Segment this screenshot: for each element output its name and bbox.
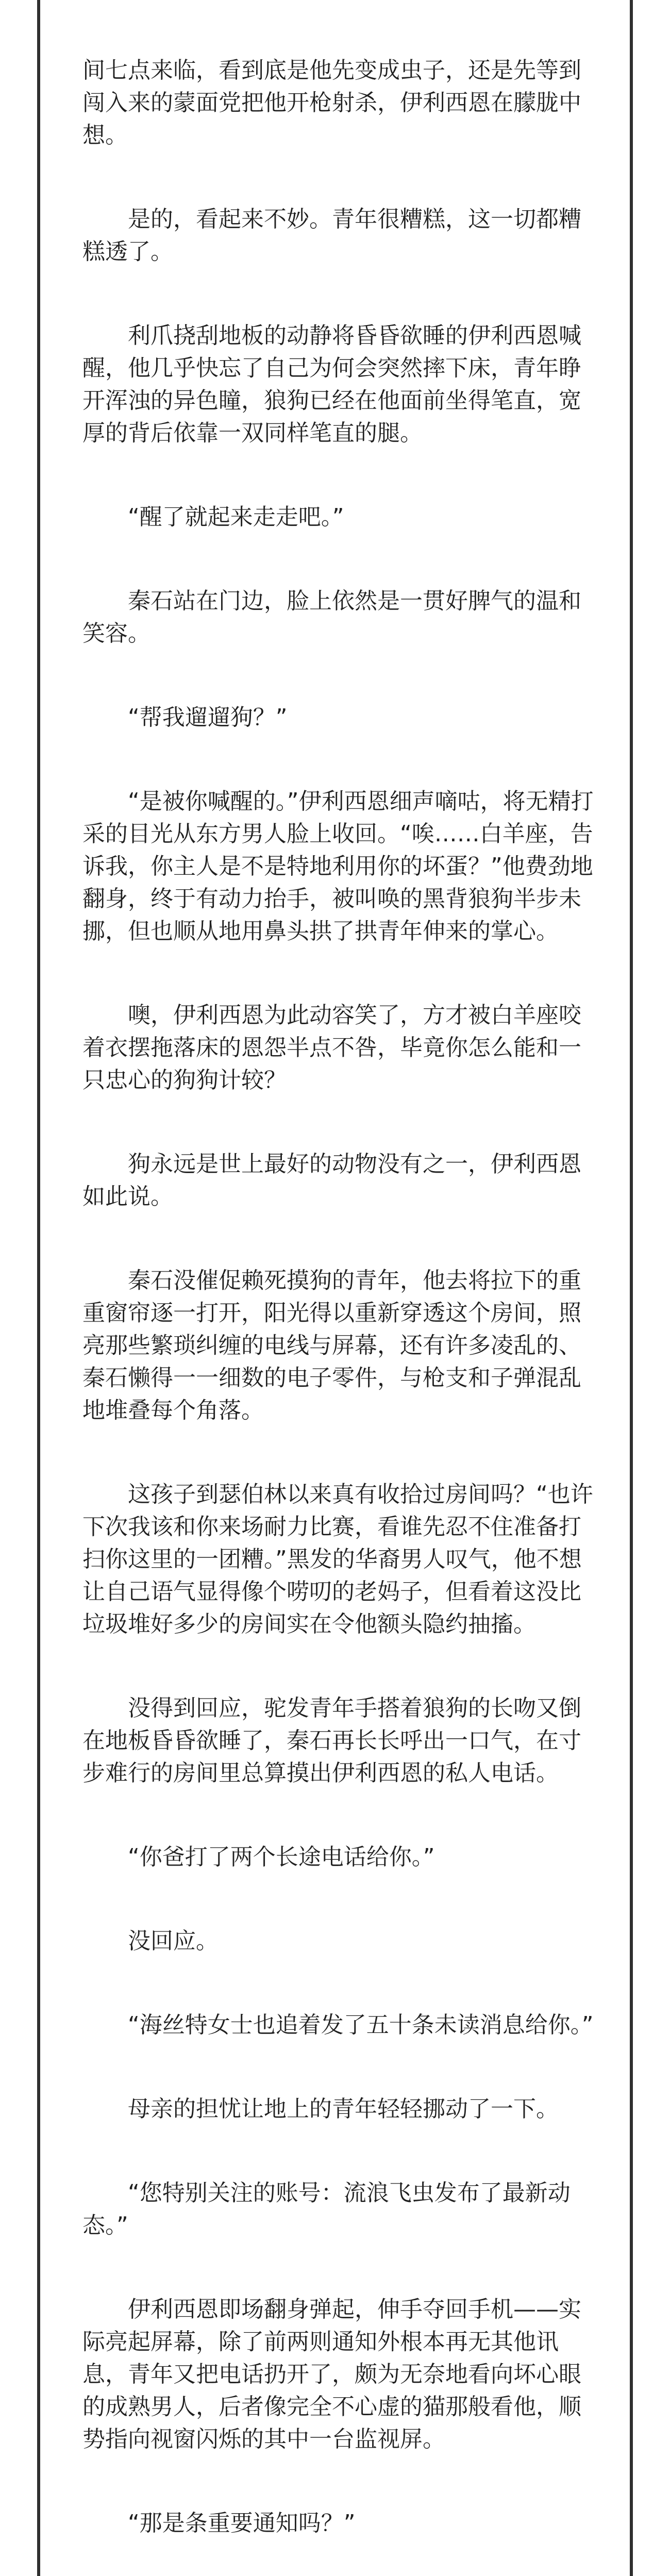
paragraph: 狗永远是世上最好的动物没有之一，伊利西恩如此说。 — [82, 1151, 581, 1210]
paragraph: “海丝特女士也追着发了五十条未读消息给你。” — [128, 2012, 594, 2038]
paragraph: 母亲的担忧让地上的青年轻轻挪动了一下。 — [128, 2096, 559, 2122]
left-border-rule — [37, 0, 40, 2576]
story-text — [82, 54, 603, 2576]
paragraph: 秦石没催促赖死摸狗的青年，他去将拉下的重重窗帘逐一打开，阳光得以重新穿透这个房间，照亮那些繁琐纠缠的电线与屏幕，还有许多凌乱的、秦石懒得一一细数的电子零件，与枪支和子弹混乱地堆叠每个角落。 — [82, 1267, 581, 1423]
paragraph: 利爪挠刮地板的动静将昏昏欲睡的伊利西恩喊醒，他几乎快忘了自己为何会突然摔下床，青年睁开浑浊的异色瞳，狼狗已经在他面前坐得笔直，宽厚的背后依靠一双同样笔直的腿。 — [82, 323, 581, 446]
paragraph: “帮我遛遛狗？” — [128, 704, 288, 731]
paragraph: “你爸打了两个长途电话给你。” — [128, 1844, 435, 1870]
paragraph: “是被你喊醒的。”伊利西恩细声嘀咕，将无精打采的目光从东方男人脸上收回。“唉……白羊座，告诉我，你主人是不是特地利用你的坏蛋？”他费劲地翻身，终于有动力抬手，被叫唤的黑背狼狗半步未挪，但也顺从地用鼻头拱了拱青年伸来的掌心。 — [82, 788, 594, 944]
paragraph: 没得到回应，驼发青年手搭着狼狗的长吻又倒在地板昏昏欲睡了，秦石再长长呼出一口气，在寸步难行的房间里总算摸出伊利西恩的私人电话。 — [82, 1695, 581, 1786]
paragraph: 间七点来临，看到底是他先变成虫子，还是先等到闯入来的蒙面党把他开枪射杀，伊利西恩在朦胧中想。 — [82, 57, 581, 148]
paragraph: 没回应。 — [128, 1928, 219, 1954]
paragraph: 伊利西恩即场翻身弹起，伸手夺回手机——实际亮起屏幕，除了前两则通知外根本再无其他讯息，青年又把电话扔开了，颇为无奈地看向坏心眼的成熟男人，后者像完全不心虚的猫那般看他，顺势指向视窗闪烁的其中一台监视屏。 — [82, 2296, 581, 2452]
paragraph: “您特别关注的账号：流浪飞虫发布了最新动态。” — [82, 2180, 571, 2239]
paragraph: 秦石站在门边，脸上依然是一贯好脾气的温和笑容。 — [82, 588, 581, 647]
paragraph: “那是条重要通知吗？” — [128, 2510, 356, 2536]
paragraph: 这孩子到瑟伯林以来真有收拾过房间吗？“也许下次我该和你来场耐力比赛，看谁先忍不住准备打扫你这里的一团糟。”黑发的华裔男人叹气，他不想让自己语气显得像个唠叨的老妈子，但看着这没比垃圾堆好多少的房间实在令他额头隐约抽搐。 — [82, 1481, 593, 1637]
paragraph: 是的，看起来不妙。青年很糟糕，这一切都糟糕透了。 — [82, 206, 581, 265]
paragraph: 噢，伊利西恩为此动容笑了，方才被白羊座咬着衣摆拖落床的恩怨半点不咎，毕竟你怎么能和一只忠心的狗狗计较？ — [82, 1002, 581, 1093]
right-border-rule — [630, 0, 633, 2576]
paragraph: “醒了就起来走走吧。” — [128, 504, 344, 530]
